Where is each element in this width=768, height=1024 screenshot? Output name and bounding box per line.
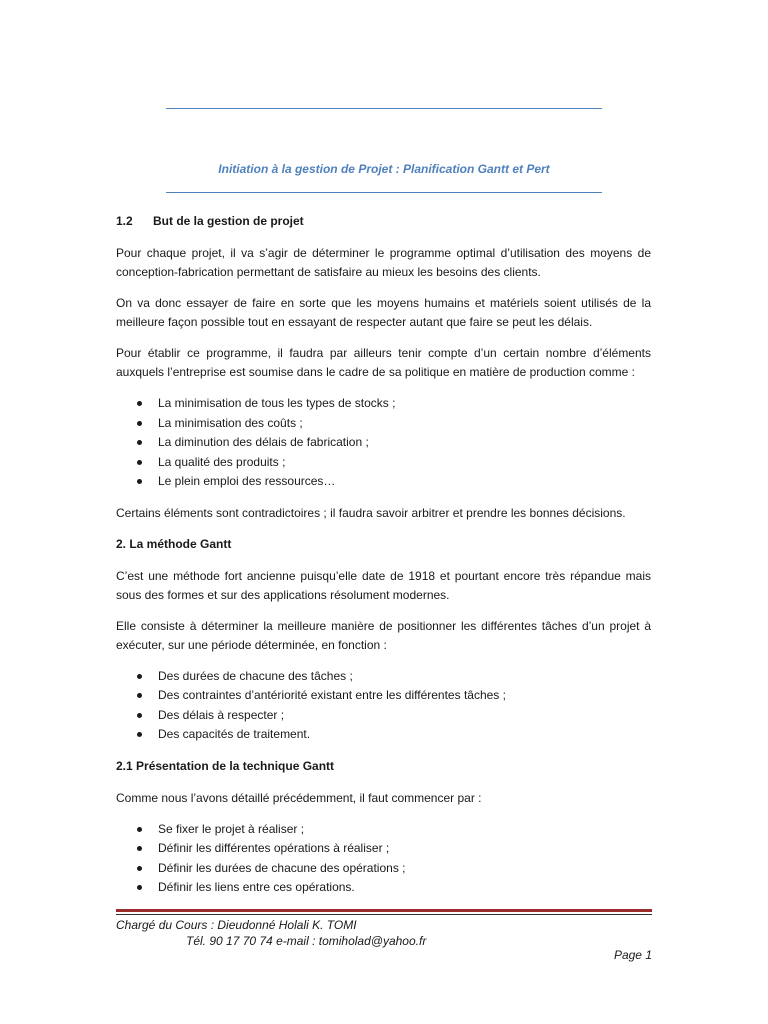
list-item [116, 820, 651, 840]
document-body [116, 212, 651, 910]
bullet-list [116, 820, 651, 898]
footer-contact: Tél. 90 17 70 74 e-mail : tomiholad@yahoo.fr [186, 934, 427, 948]
list-item [116, 686, 651, 706]
header-top-rule [166, 108, 602, 109]
bullet-icon [137, 674, 142, 679]
list-item [116, 878, 651, 898]
list-item [116, 453, 651, 473]
list-item [116, 706, 651, 726]
section-number: 1.2 [116, 214, 133, 228]
bullet-icon [137, 732, 142, 737]
bullet-icon [137, 827, 142, 832]
paragraph: Pour chaque projet, il va s’agir de déterminer le programme optimal d’utilisation des moyens de conception-fabrication permettant de satisfaire au mieux les besoins des clients. [116, 246, 651, 279]
paragraph: On va donc essayer de faire en sorte que les moyens humains et matériels soient utilisés de la meilleure façon possible tout en essayant de respecter autant que faire se peut les délais. [116, 296, 651, 329]
list-item-text: Définir les différentes opérations à réaliser ; [158, 841, 390, 855]
bullet-icon [137, 713, 142, 718]
list-item [116, 472, 651, 492]
list-item [116, 667, 651, 687]
list-item-text: Des contraintes d’antériorité existant entre les différentes tâches ; [158, 688, 506, 702]
paragraph: Comme nous l’avons détaillé précédemment, il faut commencer par : [116, 790, 482, 805]
footer-rule-thin [116, 914, 652, 915]
list-item-text: La minimisation de tous les types de stocks ; [158, 396, 396, 410]
list-item-text: La minimisation des coûts ; [158, 415, 303, 430]
list-item-text: Des durées de chacune des tâches ; [158, 668, 353, 683]
paragraph: Certains éléments sont contradictoires ; il faudra savoir arbitrer et prendre les bonnes décisions. [116, 505, 626, 520]
bullet-icon [137, 693, 142, 698]
page-number: Page 1 [613, 948, 652, 962]
page-footer [116, 917, 652, 962]
list-item-text: La qualité des produits ; [158, 454, 286, 469]
bullet-icon [137, 440, 142, 445]
list-item [116, 859, 651, 879]
document-header-title: Initiation à la gestion de Projet : Planification Gantt et Pert [218, 162, 550, 176]
bullet-icon [137, 479, 142, 484]
list-item-text: Définir les durées de chacune des opérations ; [158, 860, 406, 875]
footer-rule [116, 909, 652, 912]
section-heading-1-2 [116, 212, 651, 231]
paragraph: Pour établir ce programme, il faudra par ailleurs tenir compte d’un certain nombre d’éléments auxquels l’entreprise est soumise dans le cadre de sa politique en matière de production comme : [116, 346, 651, 379]
list-item-text: La diminution des délais de fabrication ; [158, 435, 369, 449]
list-item [116, 839, 651, 859]
list-item-text: Des délais à respecter ; [158, 707, 285, 722]
bullet-list [116, 394, 651, 492]
list-item-text: Le plein emploi des ressources… [158, 474, 336, 488]
bullet-icon [137, 866, 142, 871]
list-item-text: Des capacités de traitement. [158, 727, 311, 741]
section-heading-2-1: 2.1 Présentation de la technique Gantt [116, 758, 335, 773]
bullet-icon [137, 421, 142, 426]
bullet-icon [137, 460, 142, 465]
list-item [116, 394, 651, 414]
list-item [116, 433, 651, 453]
list-item-text: Se fixer le projet à réaliser ; [158, 821, 305, 836]
bullet-icon [137, 885, 142, 890]
list-item [116, 414, 651, 434]
bullet-icon [137, 401, 142, 406]
header-bottom-rule [166, 192, 602, 193]
bullet-list [116, 667, 651, 745]
bullet-icon [137, 846, 142, 851]
footer-instructor: Chargé du Cours : Dieudonné Holali K. TOMI [116, 918, 357, 932]
list-item [116, 725, 651, 745]
paragraph: Elle consiste à déterminer la meilleure manière de positionner les différentes tâches d’un projet à exécuter, sur une période déterminée, en fonction : [116, 618, 651, 652]
section-heading-2: 2. La méthode Gantt [116, 536, 232, 551]
paragraph: C’est une méthode fort ancienne puisqu’elle date de 1918 et pourtant encore très répandue mais sous des formes et sur des applications résolument modernes. [116, 568, 651, 602]
section-title: But de la gestion de projet [153, 214, 304, 228]
list-item-text: Définir les liens entre ces opérations. [158, 880, 355, 894]
